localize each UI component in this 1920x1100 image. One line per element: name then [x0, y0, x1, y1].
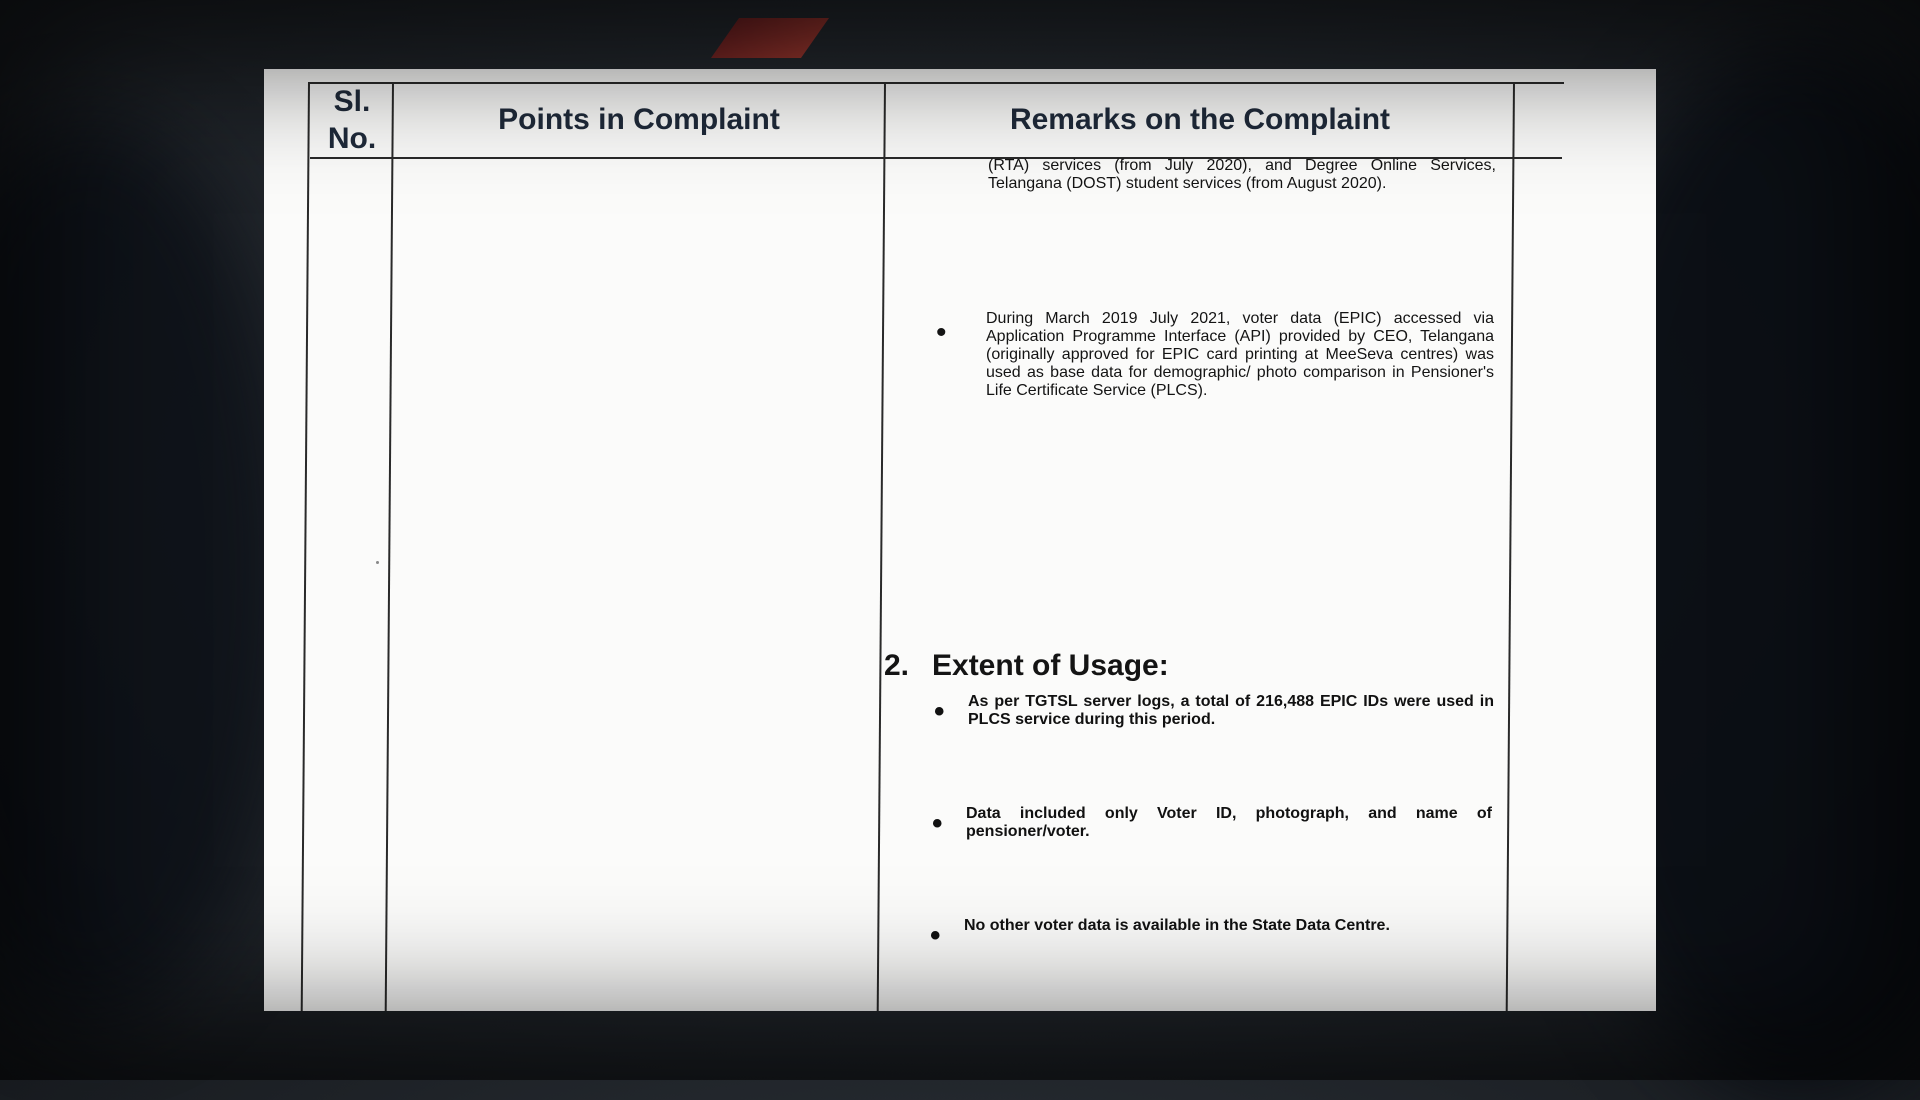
bullet-dot-icon: •: [930, 919, 941, 952]
usage-bullet-item: No other voter data is available in the State Data Centre.: [964, 917, 1390, 934]
section-title: Extent of Usage:: [932, 649, 1169, 682]
table-right-border: [1506, 82, 1515, 1011]
table-top-border: [310, 82, 1564, 84]
table-left-border: [301, 82, 310, 1011]
header-sl-no: Sl. No.: [327, 85, 377, 155]
bullet-dot-icon: •: [932, 807, 943, 840]
section-number: 2.: [884, 649, 910, 682]
header-points-in-complaint: Points in Complaint: [498, 103, 780, 136]
scan-speck: [376, 561, 379, 564]
backdrop-red-mark: [711, 18, 829, 58]
bullet-dot-icon: •: [934, 695, 945, 728]
bullet-dot-icon: •: [936, 316, 947, 349]
backdrop-shadow-left: [0, 120, 300, 1020]
usage-bullet-item: As per TGTSL server logs, a total of 216,488 EPIC IDs were used in PLCS service during this period.: [968, 693, 1494, 728]
header-remarks-on-complaint: Remarks on the Complaint: [1009, 103, 1391, 136]
remarks-bullet-voter-data: During March 2019 July 2021, voter data (EPIC) accessed via Application Programme Interface (API) provided by CEO, Telangana (originally approved for EPIC card printing at MeeSeva centres) was used as base data for demographic/ photo comparison in Pensioner's Life Certificate Service (PLCS).: [986, 310, 1494, 399]
usage-bullet-item: Data included only Voter ID, photograph, and name of pensioner/voter.: [966, 805, 1492, 840]
scanned-document-page: [264, 69, 1656, 1011]
table-col-divider-2: [877, 82, 886, 1011]
remarks-continued-text: (RTA) services (from July 2020), and Degree Online Services, Telangana (DOST) student services (from August 2020).: [988, 157, 1496, 192]
table-col-divider-1: [385, 82, 394, 1011]
